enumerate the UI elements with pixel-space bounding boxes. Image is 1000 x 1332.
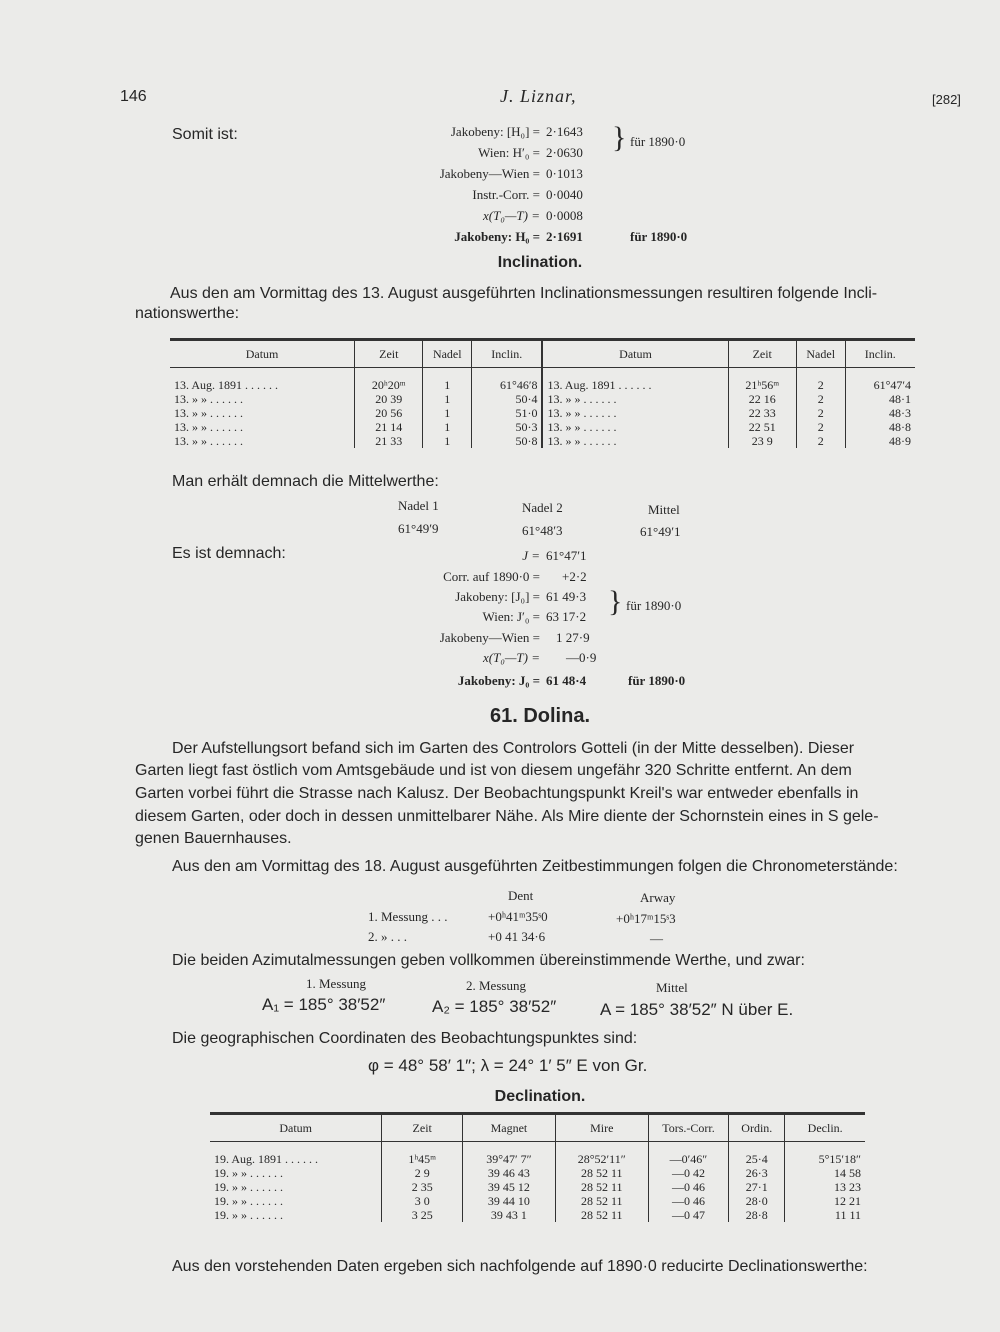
table-cell: 21 33 [355, 434, 423, 448]
paragraph-line: Der Aufstellungsort befand sich im Garten des Controlors Gotteli (in der Mitte desselben). Dieser [172, 740, 855, 757]
table-cell: 1 [423, 420, 472, 434]
table-cell: 22 16 [728, 392, 796, 406]
section-heading-dolina: 61. Dolina. [489, 705, 591, 727]
table-header-row [210, 1114, 865, 1142]
column-header: Zeit [728, 340, 796, 368]
calc-label: Jakobeny: J₀ = [457, 673, 540, 688]
running-author: J. Liznar, [500, 86, 577, 106]
table-cell: 13. » » . . . . . . [542, 420, 728, 434]
azim-header: 1. Messung [306, 976, 366, 991]
table-cell: 1ʰ45ᵐ [382, 1142, 463, 1167]
calc-value: 63 17·2 [546, 609, 587, 624]
table-cell: 19. » » . . . . . . [214, 1194, 283, 1208]
column-header: Nadel [796, 340, 845, 368]
table-cell: —0′46″ [648, 1142, 729, 1167]
calc-label: Jakobeny: [J₀] = [455, 589, 540, 604]
final-note: für 1890·0 [630, 229, 688, 244]
table-cell: 13. » » . . . . . . [174, 420, 243, 434]
brace-symbol: } [608, 585, 623, 618]
column-header: Zeit [382, 1114, 463, 1142]
table-cell: 61°46′8 [472, 368, 543, 393]
table-cell: 2 35 [382, 1180, 463, 1194]
table-cell: 26·3 [729, 1166, 785, 1180]
paragraph-line: Die geographischen Coordinaten des Beobachtungspunktes sind: [172, 1030, 638, 1047]
chron-value: +0ʰ17ᵐ15ˢ3 [616, 911, 676, 926]
paragraph-line: Garten liegt fast östlich vom Amtsgebäude und ist von diesem ungefähr 320 Schritte entfernt. An dem [135, 762, 852, 779]
paragraph-line: Man erhält demnach die Mittelwerthe: [172, 473, 439, 490]
chron-value: +0ʰ41ᵐ35ˢ0 [488, 909, 548, 924]
table-cell: 28·0 [729, 1194, 785, 1208]
calc-value: 2·0630 [546, 145, 583, 160]
calc-value: 2·1643 [546, 124, 583, 139]
chron-header: Arway [640, 890, 676, 905]
column-header: Declin. [785, 1114, 865, 1142]
table-cell: —0 46 [648, 1194, 729, 1208]
table-cell: 48·9 [845, 434, 915, 448]
table-cell: 27·1 [729, 1180, 785, 1194]
calc-label: Wien: H′₀ = [478, 145, 540, 160]
table-cell: 51·0 [472, 406, 543, 420]
calc-label: x(T₀—T) = [483, 650, 540, 665]
table-cell: 2 [796, 368, 845, 393]
table-cell: 13. » » . . . . . . [542, 434, 728, 448]
mittel-value: 61°48′3 [522, 523, 563, 538]
calc-label: Jakobeny: [H₀] = [450, 124, 540, 139]
column-header: Datum [170, 340, 355, 368]
mittel-header: Nadel 1 [398, 498, 439, 513]
table-cell: 28 52 11 [555, 1194, 648, 1208]
table-cell: 2 [796, 406, 845, 420]
table-cell: 2 [796, 420, 845, 434]
table-row [170, 392, 915, 406]
calc-value: 0·0040 [546, 187, 583, 202]
table-cell: 19. » » . . . . . . [214, 1180, 283, 1194]
table-cell: 28 52 11 [555, 1208, 648, 1222]
table-cell: 13 23 [785, 1180, 865, 1194]
table-cell: 2 9 [382, 1166, 463, 1180]
paragraph-line: Aus den am Vormittag des 18. August ausgeführten Zeitbestimmungen folgen die Chronometerstände: [172, 858, 898, 875]
table-cell: 13. » » . . . . . . [542, 406, 728, 420]
table-cell: 48·8 [845, 420, 915, 434]
table-cell: 28 52 11 [555, 1166, 648, 1180]
table-cell: 25·4 [729, 1142, 785, 1167]
table-row [210, 1194, 865, 1208]
column-header: Mire [555, 1114, 648, 1142]
table-cell: 14 58 [785, 1166, 865, 1180]
calc-label: Jakobeny—Wien = [439, 630, 540, 645]
table-cell: 20 39 [355, 392, 423, 406]
azim-header: 2. Messung [466, 978, 526, 993]
table-cell: 5°15′18″ [785, 1142, 865, 1167]
declination-table [210, 1112, 865, 1222]
paragraph-line: Garten vorbei führt die Strasse nach Kalusz. Der Beobachtungspunkt Kreil's war entweder ebenfalls in [135, 785, 859, 802]
column-header: Tors.-Corr. [648, 1114, 729, 1142]
somit-label: Somit ist: [172, 126, 238, 143]
table-row [170, 420, 915, 434]
paragraph-line: Die beiden Azimutalmessungen geben vollkommen übereinstimmende Werthe, und zwar: [172, 952, 805, 969]
table-cell: 50·4 [472, 392, 543, 406]
table-cell: 23 9 [728, 434, 796, 448]
brace-symbol: } [612, 121, 627, 154]
table-header-row [170, 340, 915, 368]
calc-value: +2·2 [562, 569, 587, 584]
table-cell: —0 42 [648, 1166, 729, 1180]
column-header: Zeit [355, 340, 423, 368]
column-header: Datum [542, 340, 728, 368]
mittel-value: 61°49′1 [640, 524, 681, 539]
table-row [170, 434, 915, 448]
column-header: Inclin. [845, 340, 915, 368]
table-cell: 13. » » . . . . . . [174, 434, 243, 448]
chron-header: Dent [508, 888, 534, 903]
column-header: Inclin. [472, 340, 543, 368]
paragraph-line: genen Bauernhauses. [135, 830, 292, 847]
table-cell: 2 [796, 434, 845, 448]
calc-value: 0·1013 [546, 166, 583, 181]
calc-label: Corr. auf 1890·0 = [443, 569, 540, 584]
table-cell: 13. » » . . . . . . [174, 392, 243, 406]
table-cell: 22 51 [728, 420, 796, 434]
calc-value: 61°47′1 [546, 548, 587, 563]
calc-value: 0·0008 [546, 208, 583, 223]
table-cell: —0 46 [648, 1180, 729, 1194]
table-cell: 28°52′11″ [555, 1142, 648, 1167]
table-cell: 22 33 [728, 406, 796, 420]
calc-label: Jakobeny—Wien = [439, 166, 540, 181]
azim-header: Mittel [656, 980, 688, 995]
table-cell: 1 [423, 368, 472, 393]
calc-value: 2·1691 [546, 229, 583, 244]
section-heading-inclination: Inclination. [497, 254, 583, 271]
calc-value: 61 48·4 [546, 673, 587, 688]
mittel-value: 61°49′9 [398, 521, 439, 536]
table-cell: 50·8 [472, 434, 543, 448]
brace-note: für 1890·0 [626, 598, 682, 613]
final-note: für 1890·0 [628, 673, 686, 688]
calc-label: Wien: J′₀ = [482, 609, 540, 624]
table-cell: 28·8 [729, 1208, 785, 1222]
table-cell: 1 [423, 434, 472, 448]
mittel-header: Mittel [648, 502, 680, 517]
table-row [210, 1208, 865, 1222]
table-cell: 3 25 [382, 1208, 463, 1222]
table-cell: 20ʰ20ᵐ [355, 368, 423, 393]
table-cell: 12 21 [785, 1194, 865, 1208]
calc-value: —0·9 [566, 650, 597, 665]
column-header: Magnet [463, 1114, 556, 1142]
calc-value: 61 49·3 [546, 589, 587, 604]
table-cell: 20 56 [355, 406, 423, 420]
table-cell: 39 43 1 [463, 1208, 556, 1222]
azim-value: A₁ = 185° 38′52″ [262, 995, 386, 1014]
table-cell: 21ʰ56ᵐ [728, 368, 796, 393]
coordinates: φ = 48° 58′ 1″; λ = 24° 1′ 5″ E von Gr. [368, 1056, 648, 1075]
brace-note: für 1890·0 [630, 134, 686, 149]
section-heading-declination: Declination. [494, 1088, 586, 1105]
chron-label: 2. » . . . [368, 929, 407, 944]
table-cell: 19. » » . . . . . . [214, 1166, 283, 1180]
column-header: Datum [210, 1114, 382, 1142]
table-row [210, 1180, 865, 1194]
table-cell: 13. » » . . . . . . [542, 392, 728, 406]
azim-value: A = 185° 38′52″ N über E. [600, 1000, 794, 1019]
table-cell: 1 [423, 406, 472, 420]
table-cell: 11 11 [785, 1208, 865, 1222]
table-cell: —0 47 [648, 1208, 729, 1222]
table-cell: 3 0 [382, 1194, 463, 1208]
inclination-table [170, 338, 915, 448]
azim-value: A₂ = 185° 38′52″ [432, 997, 557, 1016]
table-cell: 1 [423, 392, 472, 406]
calc-label: Instr.-Corr. = [472, 187, 540, 202]
table-cell: 13. » » . . . . . . [174, 406, 243, 420]
table-cell: 2 [796, 392, 845, 406]
table-cell: 39°47′ 7″ [463, 1142, 556, 1167]
paragraph-line: Aus den vorstehenden Daten ergeben sich nachfolgende auf 1890·0 reducirte Declinationswerthe: [172, 1258, 868, 1275]
chron-value: — [650, 931, 663, 946]
column-header: Ordin. [729, 1114, 785, 1142]
paragraph-line: nationswerthe: [135, 305, 240, 322]
paragraph-line: diesem Garten, oder doch in dessen unmittelbarer Nähe. Als Mire diente der Schornstein eines in S gele- [135, 808, 879, 825]
chron-value: +0 41 34·6 [488, 929, 546, 944]
table-cell: 28 52 11 [555, 1180, 648, 1194]
chron-label: 1. Messung . . . [368, 909, 448, 924]
table-row [210, 1166, 865, 1180]
table-cell: 48·3 [845, 406, 915, 420]
table-row [170, 406, 915, 420]
demnach-label: Es ist demnach: [172, 545, 286, 562]
column-header: Nadel [423, 340, 472, 368]
table-cell: 13. Aug. 1891 . . . . . . [542, 368, 728, 393]
table-cell: 21 14 [355, 420, 423, 434]
table-row [210, 1142, 865, 1167]
table-cell: 39 44 10 [463, 1194, 556, 1208]
table-cell: 50·3 [472, 420, 543, 434]
calc-label: Jakobeny: H₀ = [454, 229, 540, 244]
calc-value: 1 27·9 [556, 630, 590, 645]
mittel-header: Nadel 2 [522, 500, 563, 515]
table-cell: 61°47′4 [845, 368, 915, 393]
table-cell: 13. Aug. 1891 . . . . . . [174, 378, 279, 392]
table-cell: 19. » » . . . . . . [214, 1208, 283, 1222]
table-cell: 39 45 12 [463, 1180, 556, 1194]
page-number: 146 [120, 88, 147, 105]
table-cell: 48·1 [845, 392, 915, 406]
calc-label: J = [522, 548, 540, 563]
table-row [170, 368, 915, 393]
paragraph-line: Aus den am Vormittag des 13. August ausgeführten Inclinationsmessungen resultiren folgende Incli- [170, 285, 878, 302]
table-cell: 19. Aug. 1891 . . . . . . [214, 1152, 319, 1166]
table-cell: 39 46 43 [463, 1166, 556, 1180]
calc-label: x(T₀—T) = [483, 208, 540, 223]
page-reference: [282] [932, 92, 961, 107]
